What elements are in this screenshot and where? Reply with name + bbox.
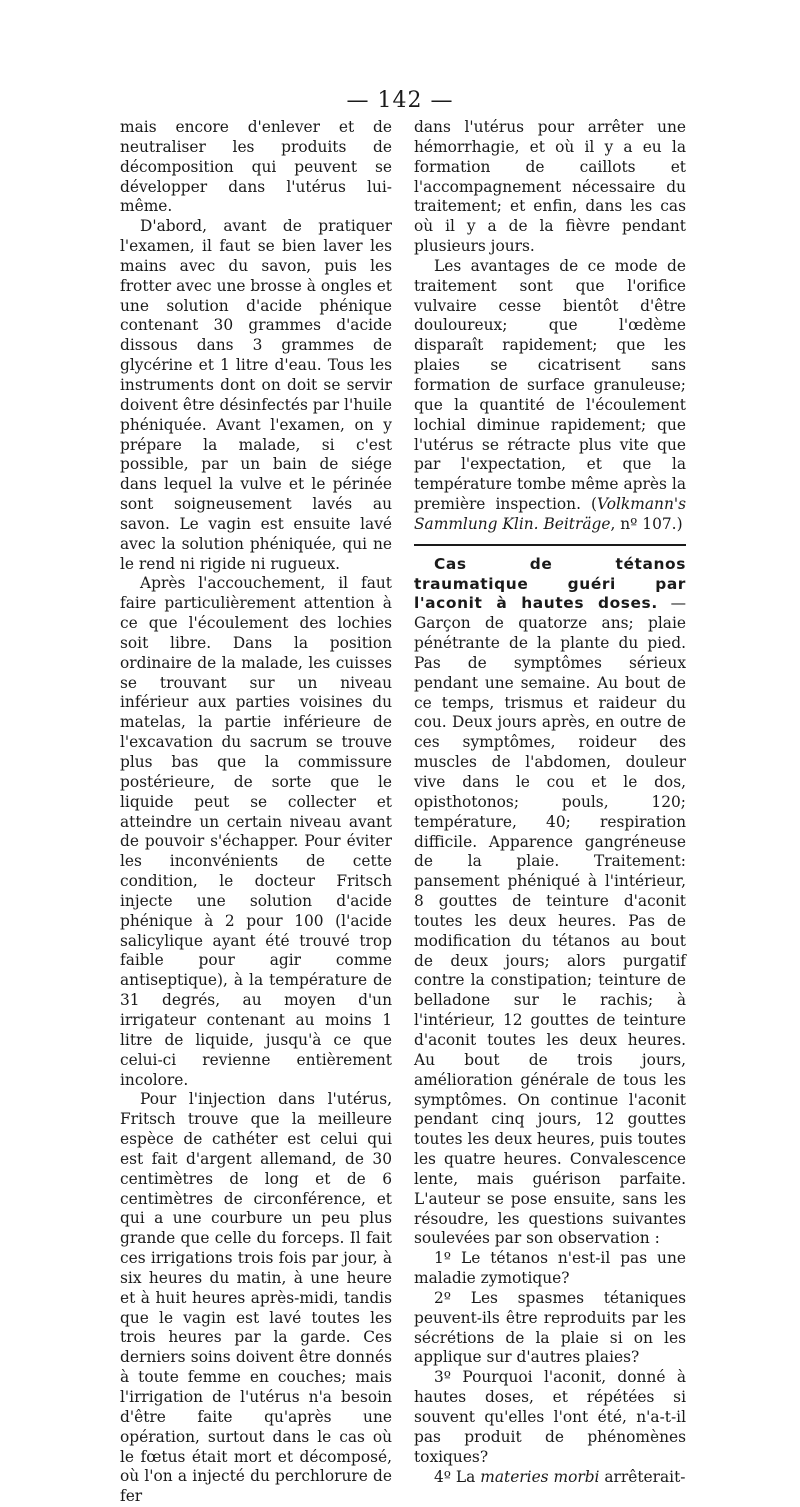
paragraph-continued: mais encore d'enlever et de neutraliser les produits de décomposition qui peuvent se développer dans l'utérus lui-même. — [120, 118, 392, 216]
question-end: arrêterait- — [599, 1467, 686, 1486]
case-title: Cas de tétanos traumatique guéri par l'aconit à hautes doses. — [414, 554, 686, 613]
paragraph-after-delivery: Après l'accouchement, il faut faire particulièrement attention à ce que l'écoulement des lochies soit libre. Dans la position ordinaire de la malade, les cuisses se trouvant sur un niveau inférieur aux parties voisines du matelas, la partie inférieure de l'excavation du sacrum se trouve plus bas que la commissure postérieure, de sorte que le liquide peut se collecter et atteindre un certain niveau avant de pouvoir s'échapper. Pour éviter les inconvénients de cette condition, le docteur Fritsch injecte une solution d'acide phénique à 2 pour 100 (l'acide salicylique ayant été trouvé trop faible pour agir comme antiseptique), à la température de 31 degrés, au moyen d'un irrigateur contenant au moins 1 litre de liquide, jusqu'à ce que celui-ci revienne entièrement incolore. — [120, 574, 392, 1089]
citation-number: , nº 107.) — [610, 514, 683, 533]
question-start: 4º La — [434, 1467, 481, 1486]
question-item-last — [414, 1468, 686, 1488]
question-item: 2º Les spasmes tétaniques peuvent-ils être reproduits par les sécrétions de la plaie si on les applique sur d'autres plaies? — [414, 1288, 686, 1367]
case-body: — Garçon de quatorze ans; plaie pénétrante de la plante du pied. Pas de symptômes sérieux pendant une semaine. Au bout de ce temps, trismus et raideur du cou. Deux jours après, en outre de ces symptômes, roideur des muscles de l'abdomen, douleur vive dans le cou et le dos, opisthotonos; pouls, 120; température, 40; respiration difficile. Apparence gangréneuse de la plaie. Traitement: pansement phéniqué à l'intérieur, 8 gouttes de teinture d'aconit toutes les deux heures. Pas de modification du tétanos au bout de deux jours; alors purgatif contre la constipation; teinture de belladone sur le rachis; à l'intérieur, 12 gouttes de teinture d'aconit toutes les deux heures. Au bout de trois jours, amélioration générale de tous les symptômes. On continue l'aconit pendant cinq jours, 12 gouttes toutes les deux heures, puis toutes les quatre heures. Convalescence lente, mais guérison parfaite. L'auteur se pose ensuite, sans les résoudre, les questions suivantes soulevées par son observation : — [414, 594, 686, 1248]
paragraph-injection: Pour l'injection dans l'utérus, Fritsch trouve que la meilleure espèce de cathéter est celui qui est fait d'argent allemand, de 30 centimètres de long et de 6 centimètres de circonférence, et qui a une courbure un peu plus grande que celle du forceps. Il fait ces irrigations trois fois par jour, à six heures du matin, à une heure et à huit heures après-midi, tandis que le vagin est lavé toutes les trois heures par la garde. Ces derniers soins doivent être donnés à toute femme en couches; mais l'irrigation de l'utérus n'a besoin d'être faite qu'après une opération, surtout dans le cas où le fœtus était mort et décomposé, où l'on a injecté du perchlorure de fer — [120, 1090, 392, 1506]
page-number: — 142 — — [346, 88, 454, 113]
paragraph-advantages — [414, 257, 686, 535]
section-divider — [414, 544, 686, 546]
paragraph-continued: dans l'utérus pour arrêter une hémorrhagie, et où il y a eu la formation de caillots et l'accompagnement nécessaire du traitement; et enfin, dans les cas où il y a de la fièvre pendant plusieurs jours. — [414, 118, 686, 256]
question-item: 1º Le tétanos n'est-il pas une maladie zymotique? — [414, 1249, 686, 1288]
question-item: 3º Pourquoi l'aconit, donné à hautes doses, et répétées si souvent qu'elles l'ont été, n'a-t-il pas produit de phénomènes toxiques? — [414, 1368, 686, 1466]
left-column — [120, 118, 392, 1507]
paragraph-tetanus-case — [414, 555, 686, 1250]
citation-source: Volkmann's Sammlung Klin. Beiträge — [414, 495, 686, 533]
advantages-text: Les avantages de ce mode de traitement sont que l'orifice vulvaire cesse bientôt d'être douloureux; que l'œdème disparaît rapidement; que les plaies se cicatrisent sans formation de surface granuleuse; que la quantité de l'écoulement lochial diminue rapidement; que l'utérus se rétracte plus vite que par l'expectation, et que la température tombe même après la première inspection. ( — [414, 256, 686, 514]
latin-term: materies morbi — [480, 1467, 600, 1486]
right-column — [414, 118, 686, 1487]
paragraph-examination: D'abord, avant de pratiquer l'examen, il faut se bien laver les mains avec du savon, puis les frotter avec une brosse à ongles et une solution d'acide phénique contenant 30 grammes d'acide dissous dans 3 grammes de glycérine et 1 litre d'eau. Tous les instruments dont on doit se servir doivent être désinfectés par l'huile phéniquée. Avant l'examen, on y prépare la malade, si c'est possible, par un bain de siége dans lequel la vulve et le périnée sont soigneusement lavés au savon. Le vagin est ensuite lavé avec la solution phéniquée, qui ne le rend ni rigide ni rugueux. — [120, 217, 392, 573]
